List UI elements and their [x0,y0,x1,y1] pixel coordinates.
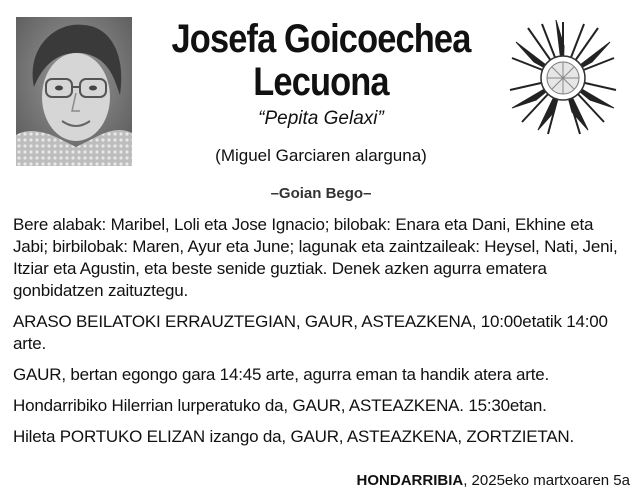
deceased-name-line1: Josefa Goicoechea [171,17,471,61]
footer-place: HONDARRIBIA [356,472,464,489]
funeral-paragraph: Hileta PORTUKO ELIZAN izango da, GAUR, ASTEAZKENA, ZORTZIETAN. [13,427,575,446]
mass-intention: –Goian Bego– [270,185,372,202]
farewell-paragraph: GAUR, bertan egongo gara 14:45 arte, agurra eman ta handik atera arte. [13,365,550,384]
deceased-name-line2: Lecuona [253,60,389,104]
portrait-photo [16,17,132,166]
wake-paragraph: ARASO BEILATOKI ERRAUZTEGIAN, GAUR, ASTEAZKENA, 10:00etatik 14:00 arte. [13,312,608,353]
place-date-footer [357,472,630,489]
family-paragraph: Bere alabak: Maribel, Loli eta Jose Ignacio; bilobak: Enara eta Dani, Ekhine eta Jabi; birbilobak: Maren, Ayur eta June; lagunak eta zaintzaileak: Heysel, Nati, Jeni, Itziar eta Agustin, eta beste senide guztiak. Denek azken agurra ematera gonbidatzen zaituztegu. [13,215,618,300]
obituary-body [13,214,631,457]
spouse-note: (Miguel Garciaren alarguna) [215,146,427,165]
eguzkilore-flower-icon [508,18,618,136]
footer-date: , 2025eko martxoaren 5a [463,472,630,489]
burial-paragraph: Hondarribiko Hilerrian lurperatuko da, GAUR, ASTEAZKENA. 15:30etan. [13,396,547,415]
portrait-illustration [16,17,132,166]
deceased-nickname: “Pepita Gelaxi” [258,108,384,129]
